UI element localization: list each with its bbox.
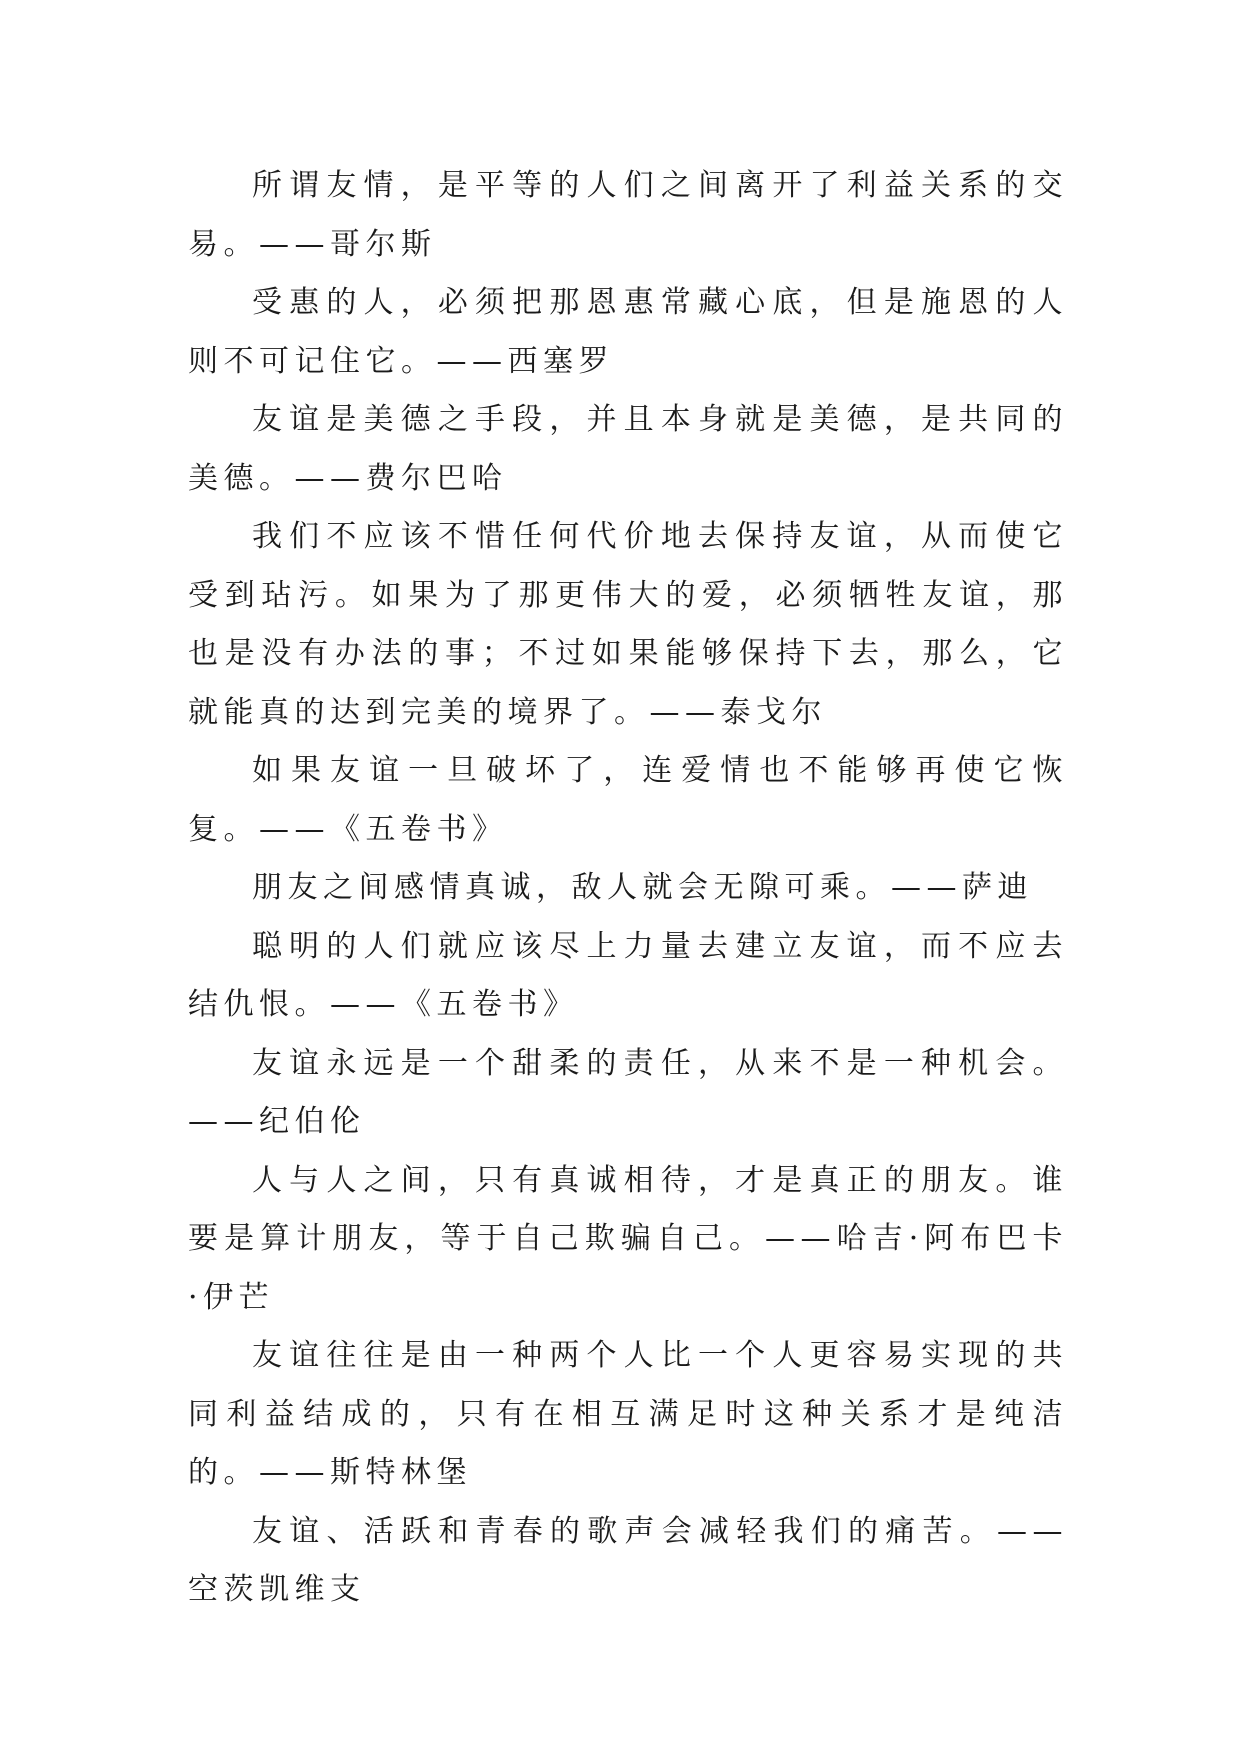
quote-paragraph: 友谊、活跃和青春的歌声会减轻我们的痛苦。——空茨凯维支	[188, 1513, 1068, 1607]
quote-paragraph: 如果友谊一旦破坏了，连爱情也不能够再使它恢复。——《五卷书》	[188, 753, 1068, 847]
quote-paragraph: 友谊往往是由一种两个人比一个人更容易实现的共同利益结成的，只有在相互满足时这种关系才是纯洁的。——斯特林堡	[188, 1338, 1068, 1490]
quote-paragraph: 受惠的人，必须把那恩惠常藏心底，但是施恩的人则不可记住它。——西塞罗	[188, 285, 1068, 379]
document-body	[188, 157, 1068, 1620]
quote-paragraph: 所谓友情，是平等的人们之间离开了利益关系的交易。——哥尔斯	[188, 168, 1068, 262]
quote-paragraph: 我们不应该不惜任何代价地去保持友谊，从而使它受到玷污。如果为了那更伟大的爱，必须牺牲友谊，那也是没有办法的事；不过如果能够保持下去，那么，它就能真的达到完美的境界了。——泰戈尔	[188, 519, 1068, 730]
quote-paragraph: 朋友之间感情真诚，敌人就会无隙可乘。——萨迪	[252, 870, 1033, 905]
quote-paragraph: 友谊是美德之手段，并且本身就是美德，是共同的美德。——费尔巴哈	[188, 402, 1068, 496]
quote-paragraph: 人与人之间，只有真诚相待，才是真正的朋友。谁要是算计朋友，等于自己欺骗自己。——哈吉·阿布巴卡·伊芒	[188, 1162, 1068, 1315]
quote-paragraph: 友谊永远是一个甜柔的责任，从来不是一种机会。——纪伯伦	[188, 1045, 1068, 1139]
quote-paragraph: 聪明的人们就应该尽上力量去建立友谊，而不应去结仇恨。——《五卷书》	[188, 928, 1068, 1022]
